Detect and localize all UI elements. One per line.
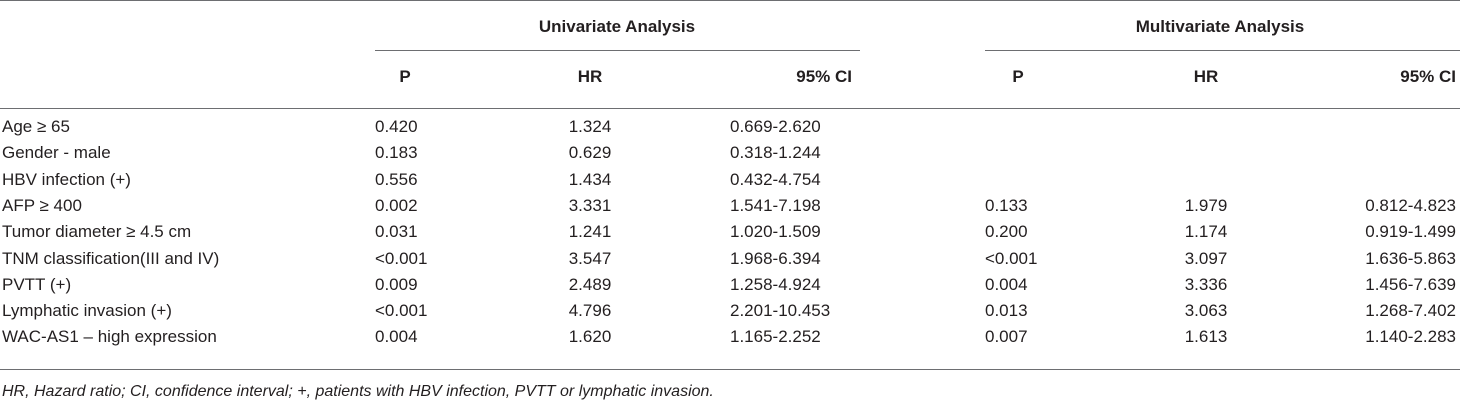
multi-hr-cell: 3.063 xyxy=(1184,301,1228,320)
uni-p-cell: 0.420 xyxy=(375,117,418,136)
multi-hr-cell: 1.174 xyxy=(1184,222,1228,241)
row-label: WAC-AS1 – high expression xyxy=(2,327,217,346)
uni-p-cell: 0.183 xyxy=(375,143,418,162)
univariate-underline xyxy=(375,50,860,51)
multi-ci-cell: 1.268-7.402 xyxy=(1365,301,1456,320)
col-header-uni-p: P xyxy=(399,67,411,86)
uni-ci-cell: 0.669-2.620 xyxy=(730,117,821,136)
uni-hr-cell: 2.489 xyxy=(568,275,612,294)
col-header-uni-hr: HR xyxy=(577,67,603,86)
col-header-multi-ci: 95% CI xyxy=(1400,67,1456,86)
uni-hr-cell: 3.331 xyxy=(568,196,612,215)
uni-p-cell: 0.556 xyxy=(375,170,418,189)
row-label: TNM classification(III and IV) xyxy=(2,249,220,268)
multi-hr-cell: 3.336 xyxy=(1184,275,1228,294)
multi-ci-cell: 0.812-4.823 xyxy=(1365,196,1456,215)
top-rule xyxy=(0,0,1460,1)
uni-hr-cell: 1.620 xyxy=(568,327,612,346)
uni-ci-cell: 1.020-1.509 xyxy=(730,222,821,241)
row-label: HBV infection (+) xyxy=(2,170,131,189)
uni-hr-cell: 1.324 xyxy=(568,117,612,136)
header-rule xyxy=(0,108,1460,109)
multi-hr-cell: 1.979 xyxy=(1184,196,1228,215)
uni-p-cell: 0.004 xyxy=(375,327,418,346)
uni-hr-cell: 0.629 xyxy=(568,143,612,162)
multi-p-cell: 0.200 xyxy=(985,222,1028,241)
uni-ci-cell: 1.258-4.924 xyxy=(730,275,821,294)
uni-ci-cell: 1.968-6.394 xyxy=(730,249,821,268)
multi-hr-cell: 3.097 xyxy=(1184,249,1228,268)
multi-ci-cell: 1.456-7.639 xyxy=(1365,275,1456,294)
uni-ci-cell: 2.201-10.453 xyxy=(730,301,831,320)
col-header-multi-hr: HR xyxy=(1193,67,1219,86)
uni-hr-cell: 1.241 xyxy=(568,222,612,241)
uni-ci-cell: 1.541-7.198 xyxy=(730,196,821,215)
uni-ci-cell: 0.432-4.754 xyxy=(730,170,821,189)
multivariate-underline xyxy=(985,50,1460,51)
bottom-rule xyxy=(0,369,1460,370)
uni-p-cell: <0.001 xyxy=(375,249,428,268)
row-label: Gender - male xyxy=(2,143,111,162)
multi-ci-cell: 1.636-5.863 xyxy=(1365,249,1456,268)
col-header-uni-ci: 95% CI xyxy=(796,67,852,86)
multi-hr-cell: 1.613 xyxy=(1184,327,1228,346)
uni-p-cell: <0.001 xyxy=(375,301,428,320)
col-header-multi-p: P xyxy=(1012,67,1024,86)
uni-ci-cell: 0.318-1.244 xyxy=(730,143,821,162)
uni-hr-cell: 3.547 xyxy=(568,249,612,268)
uni-hr-cell: 1.434 xyxy=(568,170,612,189)
uni-hr-cell: 4.796 xyxy=(568,301,612,320)
uni-p-cell: 0.009 xyxy=(375,275,418,294)
row-label: Lymphatic invasion (+) xyxy=(2,301,172,320)
multi-p-cell: 0.004 xyxy=(985,275,1028,294)
multi-p-cell: <0.001 xyxy=(985,249,1038,268)
multivariate-header: Multivariate Analysis xyxy=(1135,17,1305,36)
multi-p-cell: 0.013 xyxy=(985,301,1028,320)
multi-ci-cell: 1.140-2.283 xyxy=(1365,327,1456,346)
row-label: PVTT (+) xyxy=(2,275,72,294)
row-label: Age ≥ 65 xyxy=(2,117,70,136)
univariate-header: Univariate Analysis xyxy=(538,17,696,36)
table-footnote: HR, Hazard ratio; CI, confidence interval; +, patients with HBV infection, PVTT or lymphatic invasion. xyxy=(2,383,714,400)
multi-ci-cell: 0.919-1.499 xyxy=(1365,222,1456,241)
multi-p-cell: 0.133 xyxy=(985,196,1028,215)
row-label: Tumor diameter ≥ 4.5 cm xyxy=(2,222,192,241)
uni-ci-cell: 1.165-2.252 xyxy=(730,327,821,346)
uni-p-cell: 0.002 xyxy=(375,196,418,215)
multi-p-cell: 0.007 xyxy=(985,327,1028,346)
uni-p-cell: 0.031 xyxy=(375,222,418,241)
row-label: AFP ≥ 400 xyxy=(2,196,82,215)
